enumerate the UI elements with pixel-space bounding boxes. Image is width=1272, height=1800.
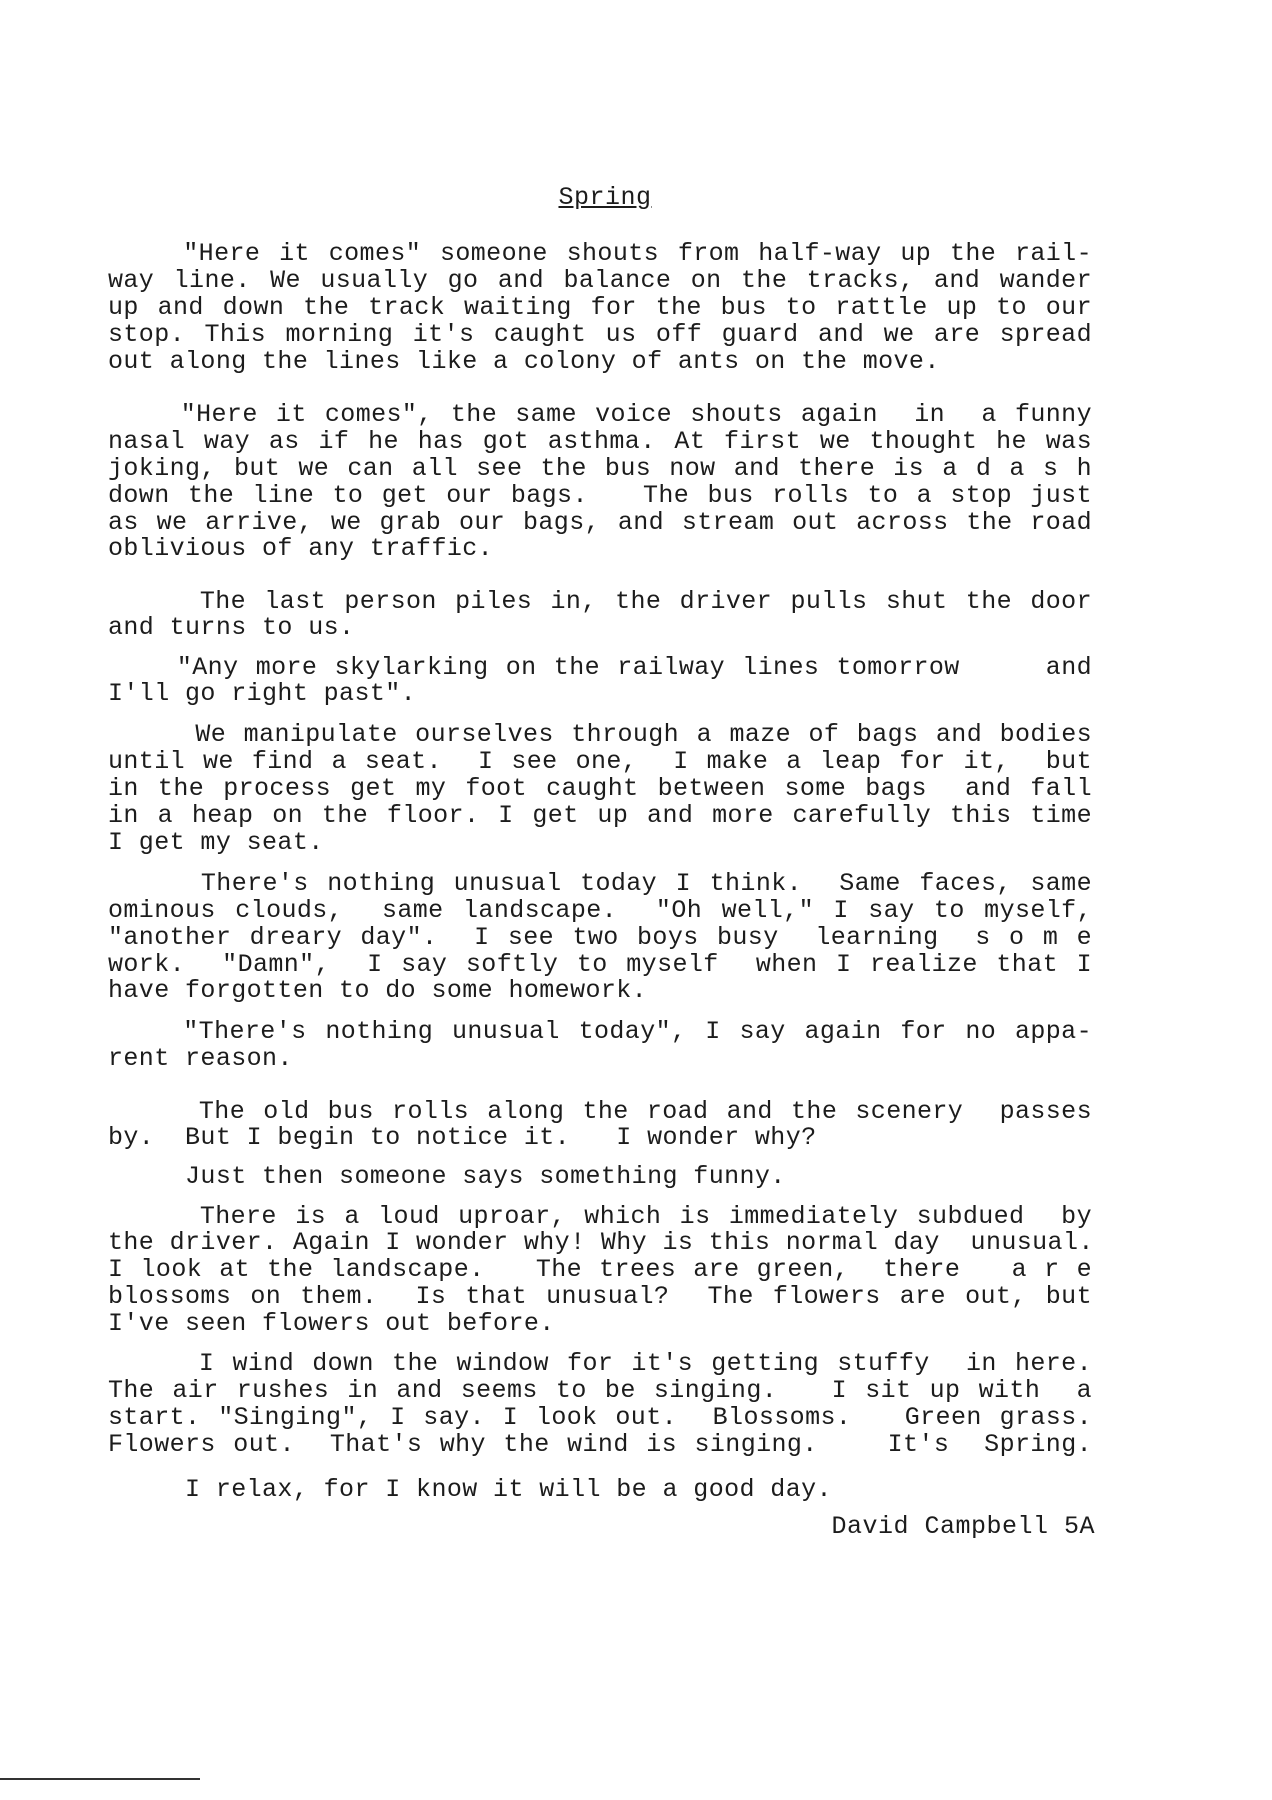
- text-line: "another dreary day". I see two boys busy learning s o m e: [108, 923, 1092, 952]
- text-line: I get my seat.: [108, 828, 324, 857]
- text-line: have forgotten to do some homework.: [108, 976, 648, 1005]
- page-title: Spring: [558, 183, 652, 212]
- text-line: stop. This morning it's caught us off guard and we are spread: [108, 320, 1092, 349]
- text-line: by. But I begin to notice it. I wonder why?: [108, 1123, 817, 1152]
- text-line: The old bus rolls along the road and the scenery passes: [108, 1097, 1092, 1126]
- author-signature: David Campbell 5A: [831, 1512, 1095, 1541]
- text-line: The air rushes in and seems to be singing. I sit up with a: [108, 1376, 1092, 1405]
- text-line: as we arrive, we grab our bags, and stream out across the road: [108, 508, 1092, 537]
- text-line: and turns to us.: [108, 613, 355, 642]
- text-line: We manipulate ourselves through a maze of bags and bodies: [108, 720, 1092, 749]
- text-line: blossoms on them. Is that unusual? The flowers are out, but: [108, 1282, 1092, 1311]
- text-line: "Here it comes", the same voice shouts again in a funny: [108, 400, 1092, 429]
- text-line: ominous clouds, same landscape. "Oh well," I say to myself,: [108, 896, 1092, 925]
- text-line: up and down the track waiting for the bus to rattle up to our: [108, 293, 1092, 322]
- text-line: start. "Singing", I say. I look out. Blossoms. Green grass.: [108, 1403, 1092, 1432]
- text-line: The last person piles in, the driver pulls shut the door: [108, 587, 1092, 616]
- text-line: way line. We usually go and balance on the tracks, and wander: [108, 266, 1092, 295]
- text-line: oblivious of any traffic.: [108, 534, 494, 563]
- text-line: rent reason.: [108, 1044, 293, 1073]
- text-line: "There's nothing unusual today", I say again for no appa-: [108, 1017, 1092, 1046]
- text-line: joking, but we can all see the bus now and there is a d a s h: [108, 454, 1092, 483]
- text-line: work. "Damn", I say softly to myself when I realize that I: [108, 950, 1092, 979]
- text-line: I've seen flowers out before.: [108, 1309, 555, 1338]
- text-line: until we find a seat. I see one, I make a leap for it, but: [108, 747, 1092, 776]
- text-line: "Here it comes" someone shouts from half-way up the rail-: [108, 239, 1092, 268]
- text-line: I'll go right past".: [108, 679, 417, 708]
- text-line: nasal way as if he has got asthma. At first we thought he was: [108, 427, 1092, 456]
- text-line: down the line to get our bags. The bus rolls to a stop just: [108, 481, 1092, 510]
- text-line: There is a loud uproar, which is immediately subdued by: [108, 1202, 1092, 1231]
- page-divider: [0, 1778, 200, 1780]
- text-line: in the process get my foot caught between some bags and fall: [108, 774, 1092, 803]
- text-line: "Any more skylarking on the railway lines tomorrow and: [108, 653, 1092, 682]
- text-line: There's nothing unusual today I think. Same faces, same: [108, 869, 1092, 898]
- text-line: out along the lines like a colony of ants on the move.: [108, 347, 940, 376]
- text-line: I wind down the window for it's getting stuffy in here.: [108, 1349, 1092, 1378]
- text-line: Flowers out. That's why the wind is singing. It's Spring.: [108, 1430, 1092, 1459]
- text-line: I relax, for I know it will be a good day.: [108, 1475, 832, 1504]
- text-line: Just then someone says something funny.: [108, 1162, 786, 1191]
- text-line: the driver. Again I wonder why! Why is this normal day unusual.: [108, 1228, 1094, 1257]
- text-line: in a heap on the floor. I get up and more carefully this time: [108, 801, 1092, 830]
- text-line: I look at the landscape. The trees are green, there a r e: [108, 1255, 1092, 1284]
